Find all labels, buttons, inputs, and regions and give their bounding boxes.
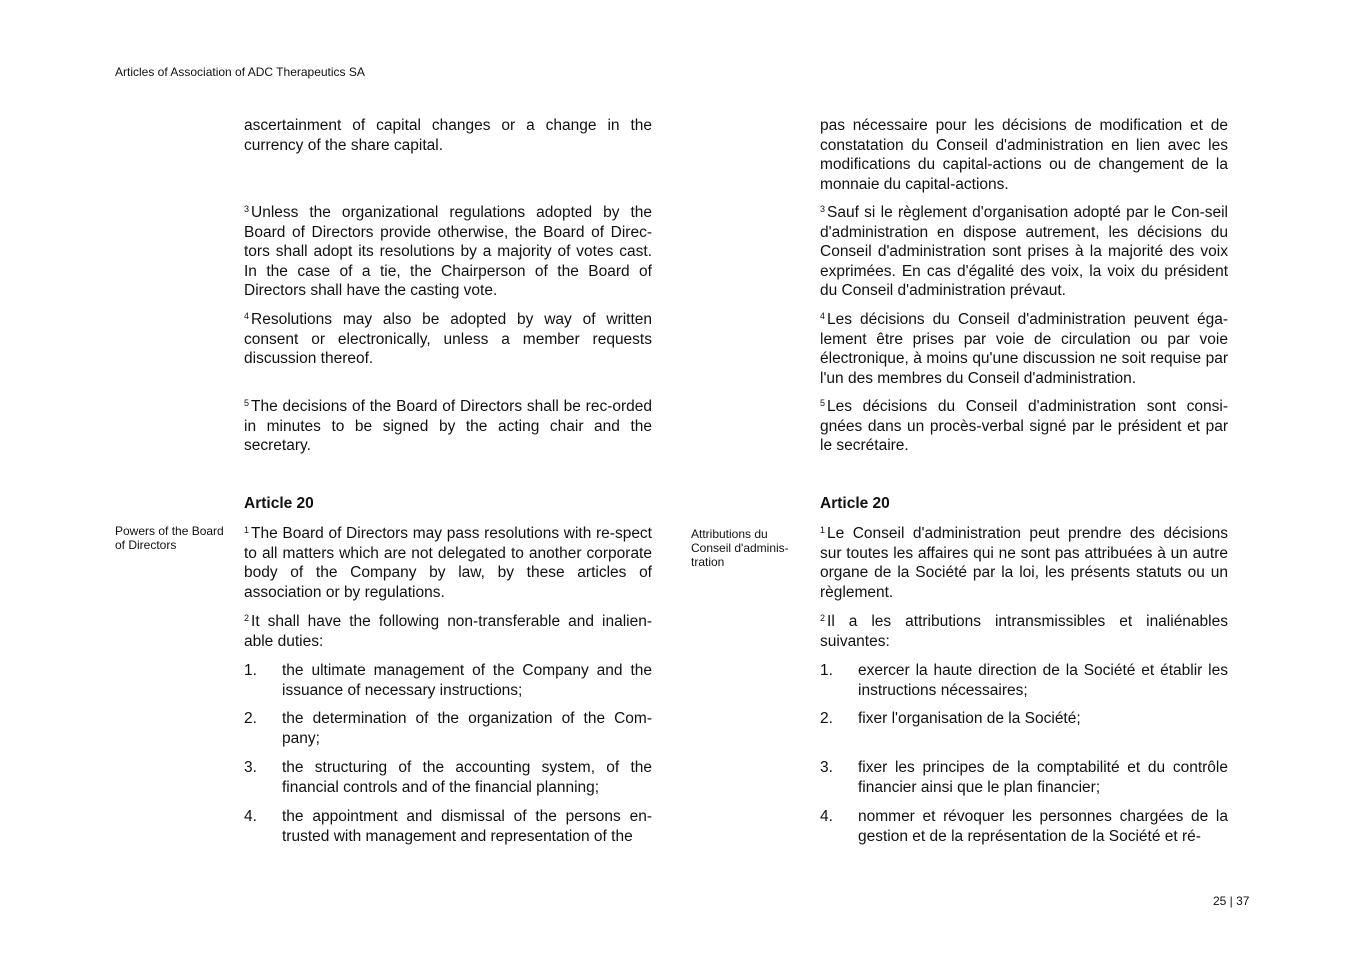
paragraph-number: 1 <box>820 525 826 535</box>
paragraph-text: Les décisions du Conseil d'administration sont consi-gnées dans un procès-verbal signé par le président et par le secrétaire. <box>820 398 1228 454</box>
paragraph-text: ascertainment of capital changes or a change in the currency of the share capital. <box>244 117 652 154</box>
french-paragraph-5 <box>820 397 1228 456</box>
document-header: Articles of Association of ADC Therapeutics SA <box>115 65 365 79</box>
list-item <box>244 807 652 846</box>
french-paragraph-3 <box>820 203 1228 301</box>
french-article-paragraph-1 <box>820 524 1228 602</box>
paragraph-number: 2 <box>244 613 250 623</box>
list-item-text: exercer la haute direction de la Société et établir les instructions nécessaires; <box>858 662 1228 699</box>
paragraph-text: Les décisions du Conseil d'administration peuvent éga-lement être prises par voie de circulation ou par voie électronique, à moins qu'une discussion ne soit requise par l'un des membres du Conseil d'administration. <box>820 311 1228 387</box>
list-item <box>820 807 1228 846</box>
list-item-text: the structuring of the accounting system, of the financial controls and of the financial planning; <box>282 759 652 796</box>
list-item <box>820 661 1228 700</box>
paragraph-number: 3 <box>820 204 826 214</box>
list-item-text: fixer l'organisation de la Société; <box>858 710 1081 727</box>
list-item-number: 3. <box>820 759 833 776</box>
paragraph-text: Le Conseil d'administration peut prendre des décisions sur toutes les affaires qui ne sont pas attribuées à un autre organe de la Société par la loi, les présents statuts ou un règlement. <box>820 525 1228 601</box>
list-item-number: 2. <box>244 710 257 727</box>
paragraph-number: 5 <box>244 398 250 408</box>
list-item-text: the appointment and dismissal of the persons en-trusted with management and representation of the <box>282 808 652 845</box>
list-item-number: 1. <box>820 662 833 679</box>
list-item <box>244 758 652 797</box>
list-item <box>820 758 1228 797</box>
paragraph-number: 3 <box>244 204 250 214</box>
paragraph-text: Resolutions may also be adopted by way of written consent or electronically, unless a member requests discussion thereof. <box>244 311 652 367</box>
english-paragraph-3 <box>244 203 652 301</box>
paragraph-text: Il a les attributions intransmissibles et inaliénables suivantes: <box>820 613 1228 650</box>
list-item-text: nommer et révoquer les personnes chargées de la gestion et de la représentation de la Société et ré- <box>858 808 1228 845</box>
list-item-number: 1. <box>244 662 257 679</box>
french-continuation <box>820 116 1228 194</box>
list-item-text: the ultimate management of the Company and the issuance of necessary instructions; <box>282 662 652 699</box>
paragraph-text: The Board of Directors may pass resolutions with re-spect to all matters which are not delegated to another corporate body of the Company by law, by these articles of association or by regulations. <box>244 525 652 601</box>
paragraph-text: Sauf si le règlement d'organisation adopté par le Con-seil d'administration en dispose autrement, les décisions du Conseil d'administration sont prises à la majorité des voix exprimées. En cas d'égalité des voix, la voix du président du Conseil d'administration prévaut. <box>820 204 1228 299</box>
list-item <box>820 709 1228 729</box>
english-margin-note: Powers of the Board of Directors <box>115 524 224 552</box>
english-article-paragraph-2 <box>244 612 652 651</box>
english-article-title: Article 20 <box>244 495 314 512</box>
paragraph-number: 1 <box>244 525 250 535</box>
english-continuation <box>244 116 652 155</box>
english-article-paragraph-1 <box>244 524 652 602</box>
english-paragraph-4 <box>244 310 652 369</box>
paragraph-number: 4 <box>244 311 250 321</box>
paragraph-number: 5 <box>820 398 826 408</box>
french-paragraph-4 <box>820 310 1228 388</box>
french-article-title: Article 20 <box>820 495 890 512</box>
paragraph-text: pas nécessaire pour les décisions de modification et de constatation du Conseil d'administration en lien avec les modifications du capital-actions ou de changement de la monnaie du capital-actions. <box>820 117 1228 193</box>
paragraph-text: The decisions of the Board of Directors shall be rec-orded in minutes to be signed by the acting chair and the secretary. <box>244 398 652 454</box>
list-item-number: 3. <box>244 759 257 776</box>
paragraph-text: Unless the organizational regulations adopted by the Board of Directors provide otherwise, the Board of Direc-tors shall adopt its resolutions by a majority of votes cast. In the case of a tie, the Chairperson of the Board of Directors shall have the casting vote. <box>244 204 652 299</box>
page-number: 25 | 37 <box>1213 894 1250 908</box>
english-paragraph-5 <box>244 397 652 456</box>
french-article-paragraph-2 <box>820 612 1228 651</box>
list-item-number: 4. <box>820 808 833 825</box>
list-item <box>244 709 652 748</box>
french-margin-note: Attributions du Conseil d'adminis-tration <box>691 527 789 569</box>
list-item <box>244 661 652 700</box>
paragraph-number: 4 <box>820 311 826 321</box>
list-item-number: 4. <box>244 808 257 825</box>
list-item-text: fixer les principes de la comptabilité et du contrôle financier ainsi que le plan financier; <box>858 759 1228 796</box>
list-item-number: 2. <box>820 710 833 727</box>
paragraph-number: 2 <box>820 613 826 623</box>
list-item-text: the determination of the organization of the Com-pany; <box>282 710 652 747</box>
paragraph-text: It shall have the following non-transferable and inalien-able duties: <box>244 613 652 650</box>
